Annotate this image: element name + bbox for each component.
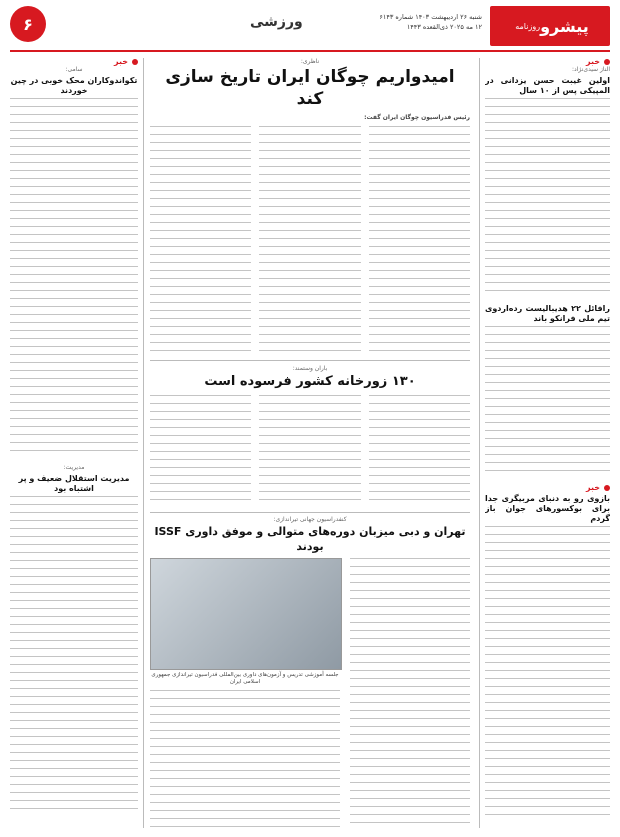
- column-divider: [143, 58, 144, 828]
- right-body-1: [485, 98, 610, 298]
- right-news-tag: [485, 484, 610, 492]
- zurkhaneh-col-3: [150, 395, 251, 505]
- right-body-3: [485, 526, 610, 816]
- main-body: [150, 126, 470, 358]
- main-kicker: ناظری:: [300, 58, 320, 65]
- main-col-1: [369, 126, 470, 358]
- main-byline: رئیس فدراسیون چوگان ایران گفت:: [364, 114, 470, 121]
- left-tag: [10, 58, 138, 66]
- issf-text-2: [150, 690, 340, 828]
- issf-body-2: [150, 690, 340, 828]
- zurkhaneh-title: ۱۳۰ زورخانه کشور فرسوده است: [204, 374, 416, 389]
- right-tag: [485, 58, 610, 66]
- issue-line-2: ۱۲ مه ۲۰۲۵ ذی‌القعده ۱۴۴۳: [406, 23, 482, 31]
- page-header: [0, 0, 620, 50]
- issf-kicker: کنفدراسیون جهانی تیراندازی:: [273, 516, 347, 523]
- right-tag-label: خبر: [585, 58, 600, 66]
- section-divider: [150, 512, 470, 513]
- zurkhaneh-story: [150, 365, 470, 510]
- bullet-icon: [604, 59, 610, 65]
- logo-text: پیشرو: [540, 16, 589, 36]
- left-body-2: [10, 496, 138, 816]
- right-kicker-2: رافائل ۲۲ هدیبالیست رده‌اردوی تیم ملی فرانکو باند: [485, 304, 610, 323]
- right-news-tag-label: خبر: [585, 483, 600, 492]
- main-title: امیدواریم چوگان ایران تاریخ سازی کند: [165, 67, 455, 109]
- header-rule: [10, 50, 610, 52]
- left-kicker: سامی:: [65, 66, 83, 73]
- photo-caption: جلسه آموزشی تدریس و آزمون‌های داوری بین‌المللی فدراسیون تیراندازی جمهوری اسلامی ایران: [151, 672, 339, 685]
- issf-text: [350, 558, 470, 828]
- left-kicker-2: مدیریت:: [63, 464, 85, 471]
- right-title: اولین غیبت حسن یزدانی در المپیکی پس از ۱۰ سال: [485, 76, 610, 95]
- page-number: ۶: [10, 6, 46, 42]
- issf-title: تهران و دبی میزبان دوره‌های متوالی و موفق داوری ISSF بودند: [154, 525, 466, 553]
- bullet-icon: [604, 485, 610, 491]
- zurkhaneh-kicker: باران وستمند:: [292, 365, 328, 372]
- right-body-2: [485, 326, 610, 476]
- left-column: [10, 58, 138, 828]
- main-story: [150, 58, 470, 358]
- zurkhaneh-col-1: [369, 395, 470, 505]
- left-title: تکواندوکاران محک خوبی در چین خوردند: [10, 76, 138, 95]
- left-tag-label: خبر: [113, 58, 128, 66]
- zurkhaneh-body: [150, 395, 470, 505]
- issue-line-1: شنبه ۲۶ اردیبهشت ۱۴۰۳ شماره ۶۱۴۳: [379, 13, 482, 21]
- left-title-2: مدیریت استقلال ضعیف و پر اشتباه بود: [18, 474, 130, 493]
- right-column: [485, 58, 610, 828]
- shooting-photo: [150, 558, 342, 670]
- section-title: ورزشی: [250, 14, 303, 30]
- logo-sub: روزنامه: [515, 21, 541, 31]
- zurkhaneh-col-2: [259, 395, 360, 505]
- issf-header: [150, 516, 470, 556]
- column-divider: [479, 58, 480, 828]
- issf-body: [350, 558, 470, 828]
- left-body-1: [10, 98, 138, 458]
- section-divider: [150, 360, 470, 361]
- main-col-2: [259, 126, 360, 358]
- right-kicker: الناز سیدی‌نژاد:: [572, 66, 610, 73]
- issue-info: [379, 12, 482, 32]
- bullet-icon: [132, 59, 138, 65]
- newspaper-logo: [490, 6, 610, 46]
- main-col-3: [150, 126, 251, 358]
- right-news-title: بازوی رو به دنبای مربیگری جدا برای بوکسورهای جوان باز گردم: [485, 494, 610, 523]
